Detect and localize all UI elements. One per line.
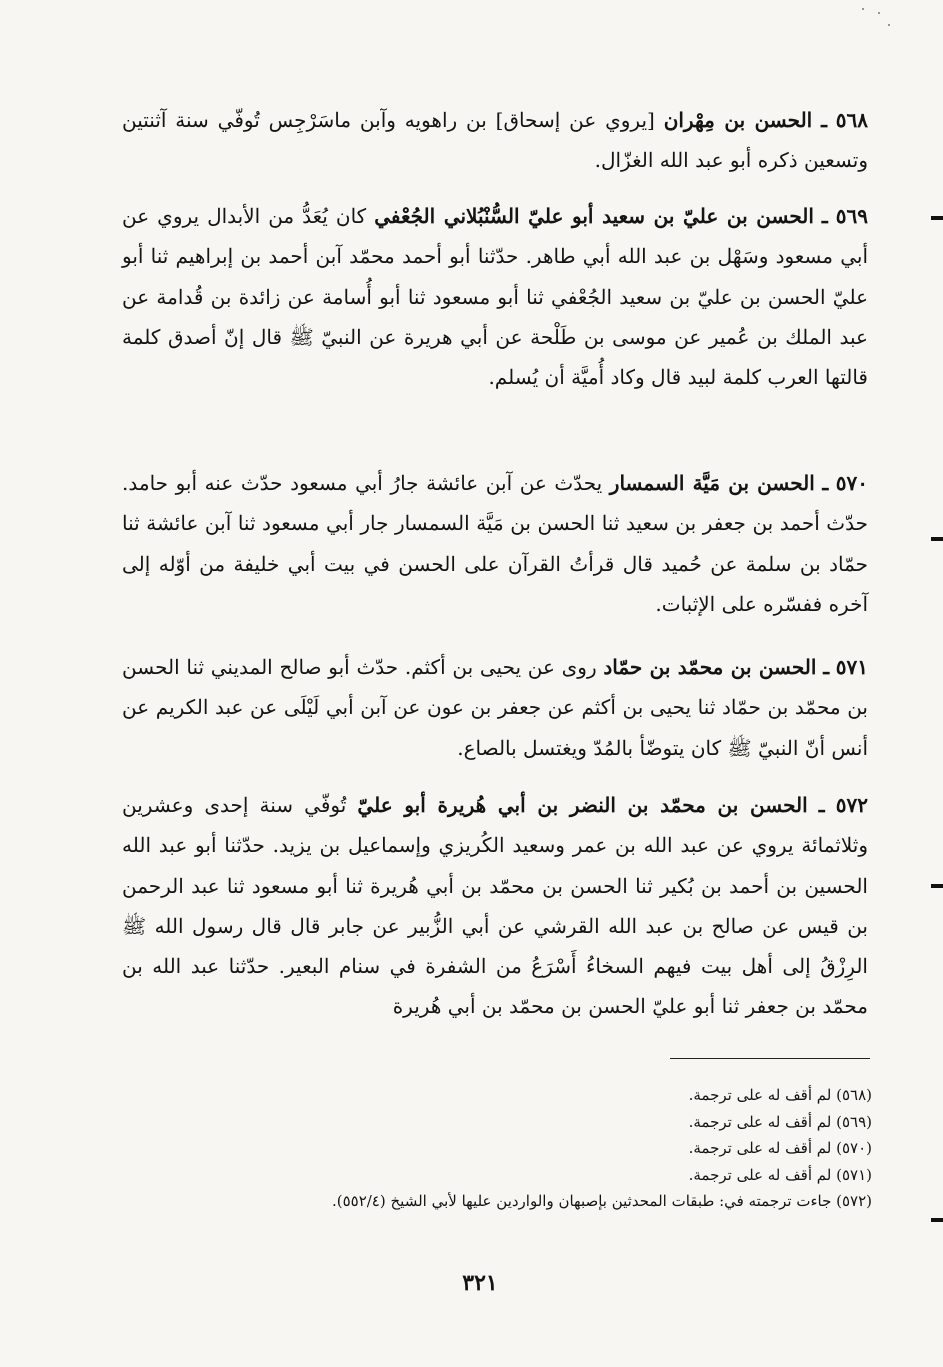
entry-number: ٥٧١ — [835, 655, 869, 679]
entry-name: الحسن بن محمّد بن حمّاد — [603, 655, 817, 679]
entry-text: [يروي عن إسحاق] بن راهويه وآبن ماسَرْجِس تُوفّي سنة آثنتين وتسعين ذكره أبو عبد الله الغزّال. — [122, 108, 868, 173]
entry-name: الحسن بن مَيَّة السمسار — [609, 471, 815, 495]
entry-number: ٥٧٠ — [835, 471, 869, 495]
entry-text: تُوفّي سنة إحدى وعشرين وثلاثمائة يروي عن عبد الله بن عمر وسعيد الكُريزي وإسماعيل بن يزيد. حدّثنا أبو عبد الله الحسين بن أحمد بن بُكير ثنا الحسن بن محمّد بن أبي هُريرة ثنا أبو مسعود ثنا عبد الرحمن بن قيس عن صالح بن عبد الله القرشي عن أبي الزُّبير عن جابر قال قال رسول الله ﷺ الرِزْقُ إلى أهل بيت فيهم السخاءُ أَسْرَعُ من الشفرة في سنام البعير. حدّثنا عبد الله بن محمّد بن جعفر ثنا أبو عليّ الحسن بن محمّد بن أبي هُريرة — [122, 793, 868, 1019]
margin-scan-mark — [931, 537, 943, 541]
entry-block-571 — [122, 647, 868, 768]
margin-scan-mark — [931, 1218, 943, 1222]
page-number: ٣٢١ — [462, 1270, 498, 1296]
entry-text: روى عن يحيى بن أكثم. حدّث أبو صالح المديني ثنا الحسن بن محمّد بن حمّاد ثنا يحيى بن أكثم عن جعفر بن عون عن آبن أبي لَيْلَى عن عبد الكريم عن أنس أنّ النبيّ ﷺ كان يتوضّأ بالمُدّ ويغتسل بالصاع. — [122, 655, 868, 760]
entry-572 — [122, 785, 868, 1027]
entry-number: ٥٦٩ — [835, 204, 869, 228]
footnote-571: (٥٧١) لم أقف له على ترجمة. — [688, 1165, 872, 1184]
margin-scan-mark — [931, 216, 943, 220]
scan-speck — [888, 24, 890, 26]
entry-number: ٥٧٢ — [835, 793, 868, 817]
footnote-572: (٥٧٢) جاءت ترجمته في: طبقات المحدثين بإصبهان والواردين عليها لأبي الشيخ (٥٥٢/٤). — [331, 1192, 872, 1210]
entry-block-568 — [122, 100, 868, 181]
entry-block-570 — [122, 463, 868, 624]
entry-number: ٥٦٨ — [835, 108, 868, 132]
entry-name: الحسن بن مِهْران — [663, 108, 813, 132]
entry-name: الحسن بن عليّ بن سعيد أبو عليّ السُّنْبُلاني الجُعْفي — [374, 204, 814, 228]
margin-scan-mark — [931, 884, 943, 888]
entry-dash: ـ — [823, 655, 830, 679]
entry-dash: ـ — [821, 108, 827, 132]
scan-speck — [862, 8, 864, 10]
entry-569 — [122, 196, 868, 397]
entry-dash: ـ — [821, 204, 828, 228]
footnote-separator — [670, 1058, 870, 1059]
entry-block-569 — [122, 196, 868, 397]
footnotes — [150, 1082, 872, 1215]
footnote-568: (٥٦٨) لم أقف له على ترجمة. — [688, 1086, 872, 1104]
entry-570 — [122, 463, 868, 624]
entry-text: يحدّث عن آبن عائشة جارُ أبي مسعود حدّث عنه أبو حامد. حدّث أحمد بن جعفر بن سعيد ثنا الحسن بن مَيَّة السمسار جار أبي مسعود ثنا آبن عائشة ثنا حمّاد بن سلمة عن حُميد قال قرأتُ القرآن على الحسن في بيت أبي خليفة من أوّله إلى آخره ففسّره على الإثبات. — [122, 471, 868, 616]
entry-dash: ـ — [822, 471, 829, 495]
entry-571 — [122, 647, 868, 768]
entry-block-572 — [122, 785, 868, 1027]
footnote-570: (٥٧٠) لم أقف له على ترجمة. — [688, 1139, 872, 1157]
footnote-569: (٥٦٩) لم أقف له على ترجمة. — [688, 1112, 872, 1131]
entry-text: كان يُعَدُّ من الأبدال يروي عن أبي مسعود وسَهْل بن عبد الله أبي طاهر. حدّثنا أبو أحمد محمّد آبن أحمد بن إبراهيم ثنا أبو عليّ الحسن بن عليّ بن سعيد الجُعْفي ثنا أبو مسعود ثنا أبو أُسامة عن زائدة بن قُدامة عن عبد الملك بن عُمير عن موسى بن طَلْحة عن أبي هريرة عن النبيّ ﷺ قال إنّ أصدق كلمة قالتها العرب كلمة لبيد قال وكاد أُميَّة أن يُسلم. — [122, 204, 869, 390]
scan-speck — [878, 12, 880, 14]
entry-name: الحسن بن محمّد بن النضر بن أبي هُريرة أبو عليّ — [357, 793, 808, 817]
entry-568 — [122, 100, 868, 181]
entry-dash: ـ — [818, 793, 825, 817]
